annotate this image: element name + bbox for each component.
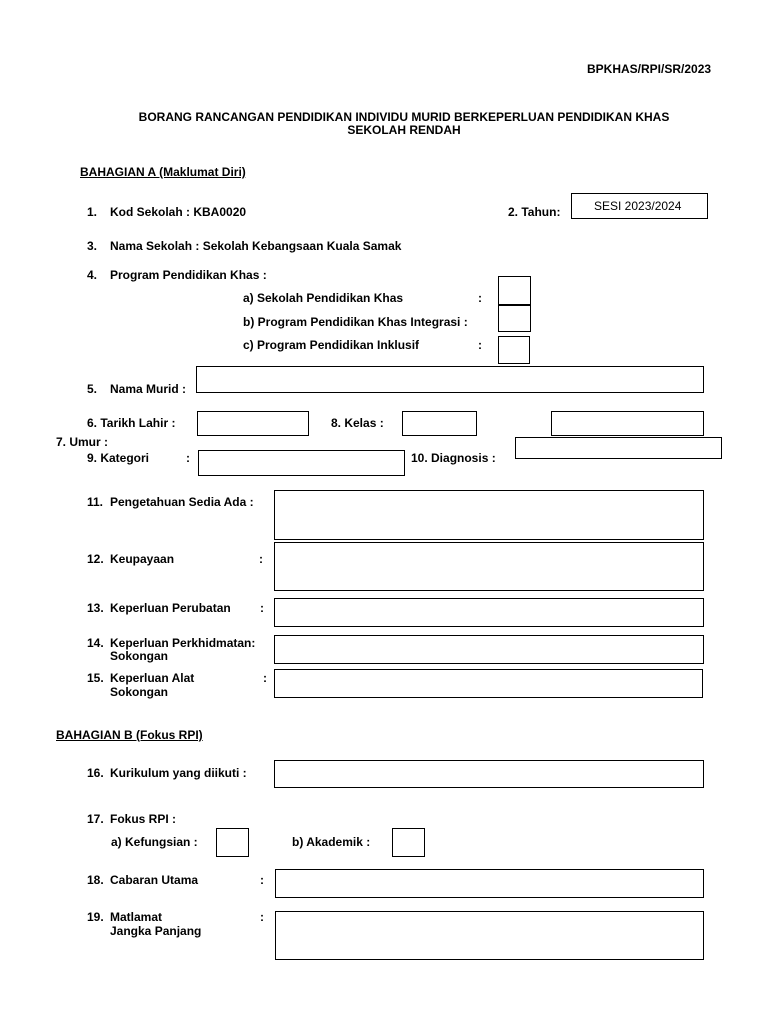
form-title-line1: BORANG RANCANGAN PENDIDIKAN INDIVIDU MURID BERKEPERLUAN PENDIDIKAN KHAS: [138, 110, 670, 124]
field-17-number: 17.: [87, 812, 104, 826]
support-services-field[interactable]: [274, 635, 704, 664]
support-tools-label-line2: Sokongan: [110, 685, 169, 699]
rpi-focus-label: Fokus RPI :: [110, 812, 177, 826]
support-tools-label-line1: Keperluan Alat: [110, 671, 195, 685]
school-name-label: Nama Sekolah : Sekolah Kebangsaan Kuala Samak: [110, 239, 402, 253]
prior-knowledge-label: Pengetahuan Sedia Ada :: [110, 495, 254, 509]
field-16-number: 16.: [87, 766, 104, 780]
birth-date-field[interactable]: [197, 411, 309, 436]
field-15-number: 15.: [87, 671, 104, 685]
year-value: SESI 2023/2024: [594, 199, 682, 213]
year-label: 2. Tahun:: [508, 205, 561, 219]
category-field[interactable]: [198, 450, 405, 476]
special-ed-program-label: Program Pendidikan Khas :: [110, 268, 267, 282]
section-b-heading: BAHAGIAN B (Fokus RPI): [56, 728, 203, 742]
option-c-checkbox[interactable]: [498, 336, 530, 364]
option-a-label: a) Sekolah Pendidikan Khas: [243, 291, 404, 305]
form-title-line2: SEKOLAH RENDAH: [347, 123, 461, 137]
functional-label: a) Kefungsian :: [111, 835, 198, 849]
support-tools-colon: :: [263, 671, 267, 685]
main-challenge-field[interactable]: [275, 869, 704, 898]
category-colon: :: [186, 451, 190, 465]
school-code-label: Kod Sekolah : KBA0020: [110, 205, 247, 219]
document-code: BPKHAS/RPI/SR/2023: [587, 62, 712, 76]
ability-colon: :: [259, 552, 263, 566]
long-term-goal-label-line1: Matlamat: [110, 910, 163, 924]
option-c-label: c) Program Pendidikan Inklusif: [243, 338, 420, 352]
main-challenge-label: Cabaran Utama: [110, 873, 199, 887]
class-label: 8. Kelas :: [331, 416, 384, 430]
field-12-number: 12.: [87, 552, 104, 566]
year-field[interactable]: [571, 193, 708, 219]
academic-label: b) Akademik :: [292, 835, 371, 849]
functional-checkbox[interactable]: [216, 828, 249, 857]
diagnosis-field[interactable]: [515, 437, 722, 459]
long-term-goal-field[interactable]: [275, 911, 704, 960]
medical-needs-colon: :: [260, 601, 264, 615]
medical-needs-label: Keperluan Perubatan: [110, 601, 231, 615]
field-4-number: 4.: [87, 268, 98, 282]
support-services-label-line1: Keperluan Perkhidmatan:: [110, 636, 256, 650]
option-a-checkbox[interactable]: [498, 276, 531, 305]
field-13-number: 13.: [87, 601, 104, 615]
student-name-field[interactable]: [196, 366, 704, 393]
ability-field[interactable]: [274, 542, 704, 591]
extra-field[interactable]: [551, 411, 704, 436]
prior-knowledge-field[interactable]: [274, 490, 704, 540]
age-label: 7. Umur :: [56, 435, 109, 449]
field-14-number: 14.: [87, 636, 104, 650]
ability-label: Keupayaan: [110, 552, 175, 566]
long-term-goal-label-line2: Jangka Panjang: [110, 924, 202, 938]
support-services-label-line2: Sokongan: [110, 649, 169, 663]
birth-date-label: 6. Tarikh Lahir :: [87, 416, 176, 430]
academic-checkbox[interactable]: [392, 828, 425, 857]
option-b-label: b) Program Pendidikan Khas Integrasi :: [243, 315, 468, 329]
option-a-colon: :: [478, 291, 482, 305]
diagnosis-label: 10. Diagnosis :: [411, 451, 496, 465]
field-19-number: 19.: [87, 910, 104, 924]
student-name-label: Nama Murid :: [110, 382, 187, 396]
curriculum-field[interactable]: [274, 760, 704, 788]
option-c-colon: :: [478, 338, 482, 352]
support-tools-field[interactable]: [274, 669, 703, 698]
category-label: 9. Kategori: [87, 451, 150, 465]
field-1-number: 1.: [87, 205, 98, 219]
main-challenge-colon: :: [260, 873, 264, 887]
field-11-number: 11.: [87, 495, 104, 509]
field-18-number: 18.: [87, 873, 104, 887]
field-3-number: 3.: [87, 239, 98, 253]
option-b-checkbox[interactable]: [498, 305, 531, 332]
curriculum-label: Kurikulum yang diikuti :: [110, 766, 247, 780]
section-a-heading: BAHAGIAN A (Maklumat Diri): [80, 165, 246, 179]
class-field[interactable]: [402, 411, 477, 436]
medical-needs-field[interactable]: [274, 598, 704, 627]
long-term-goal-colon: :: [260, 910, 264, 924]
field-5-number: 5.: [87, 382, 98, 396]
